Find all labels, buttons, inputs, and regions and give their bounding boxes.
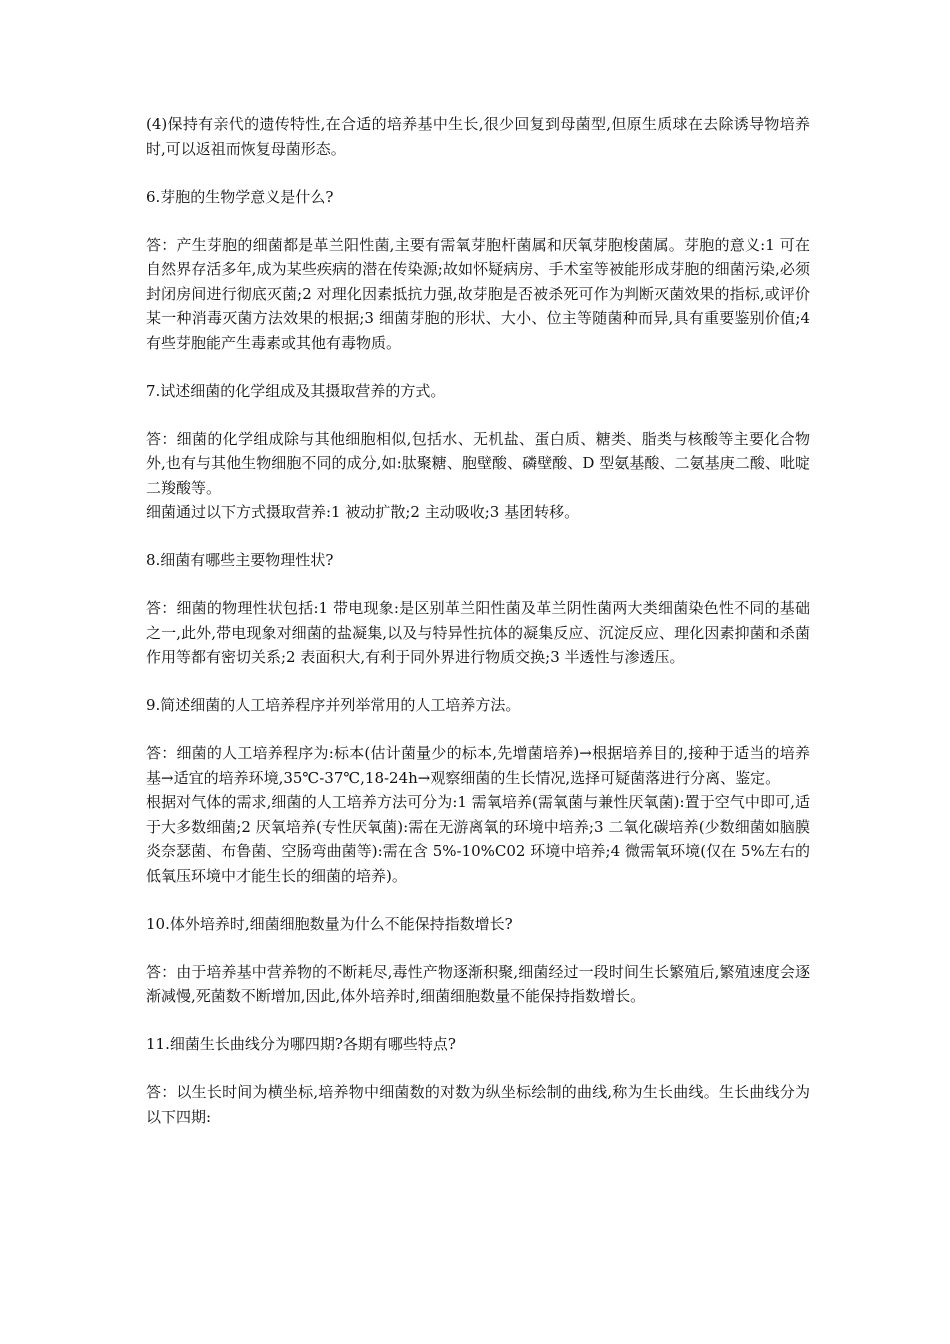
answer-9-continued: 根据对气体的需求,细菌的人工培养方法可分为:1 需氧培养(需氧菌与兼性厌氧菌):置于空气中即可,适于大多数细菌;2 厌氧培养(专性厌氧菌):需在无游离氧的环境中培养;3 二氧化碳培养(少数细菌如脑膜炎奈瑟菌、布鲁菌、空肠弯曲菌等):需在含 5%-10%C02 环境中培养;4 微需氧环境(仅在 5%左右的低氧压环境中才能生长的细菌的培养)。 [146, 793, 810, 885]
question-11: 11.细菌生长曲线分为哪四期?各期有哪些特点? [146, 1035, 456, 1053]
answer-10: 答：由于培养基中营养物的不断耗尽,毒性产物逐渐积聚,细菌经过一段时间生长繁殖后,繁殖速度会逐渐减慢,死菌数不断增加,因此,体外培养时,细菌细胞数量不能保持指数增长。 [146, 962, 810, 1005]
answer-6: 答：产生芽胞的细菌都是革兰阳性菌,主要有需氧芽胞杆菌属和厌氧芽胞梭菌属。芽胞的意义:1 可在自然界存活多年,成为某些疾病的潜在传染源;故如怀疑病房、手术室等被能形成芽胞的细菌污染,必须封闭房间进行彻底灭菌;2 对理化因素抵抗力强,故芽胞是否被杀死可作为判断灭菌效果的指标,或评价某一种消毒灭菌方法效果的根据;3 细菌芽胞的形状、大小、位主等随菌种而异,具有重要鉴别价值;4 有些芽胞能产生毒素或其他有毒物质。 [146, 235, 810, 352]
answer-7: 答：细菌的化学组成除与其他细胞相似,包括水、无机盐、蛋白质、糖类、脂类与核酸等主要化合物外,也有与其他生物细胞不同的成分,如:肽聚糖、胞壁酸、磷壁酸、D 型氨基酸、二氨基庚二酸、吡啶二羧酸等。 [146, 429, 810, 497]
question-8: 8.细菌有哪些主要物理性状? [146, 551, 334, 569]
document-body [146, 112, 810, 1129]
question-7: 7.试述细菌的化学组成及其摄取营养的方式。 [146, 381, 446, 400]
paragraph-protoplast-note: (4)保持有亲代的遗传特性,在合适的培养基中生长,很少回复到母菌型,但原生质球在去除诱导物培养时,可以返祖而恢复母菌形态。 [146, 115, 810, 158]
answer-7-continued: 细菌通过以下方式摄取营养:1 被动扩散;2 主动吸收;3 基团转移。 [146, 503, 580, 521]
answer-8: 答：细菌的物理性状包括:1 带电现象:是区别革兰阳性菌及革兰阴性菌两大类细菌染色性不同的基础之一,此外,带电现象对细菌的盐凝集,以及与特异性抗体的凝集反应、沉淀反应、理化因素抑菌和杀菌作用等都有密切关系;2 表面积大,有利于同外界进行物质交换;3 半透性与渗透压。 [146, 599, 810, 666]
question-6: 6.芽胞的生物学意义是什么? [146, 187, 334, 206]
question-9: 9.简述细菌的人工培养程序并列举常用的人工培养方法。 [146, 696, 521, 714]
answer-9: 答：细菌的人工培养程序为:标本(估计菌量少的标本,先增菌培养)→根据培养目的,接种于适当的培养基→适宜的培养环境,35℃-37℃,18-24h→观察细菌的生长情况,选择可疑菌落进行分离、鉴定。 [146, 744, 810, 787]
answer-11: 答：以生长时间为横坐标,培养物中细菌数的对数为纵坐标绘制的曲线,称为生长曲线。生长曲线分为以下四期: [146, 1083, 810, 1126]
question-10: 10.体外培养时,细菌细胞数量为什么不能保持指数增长? [146, 914, 513, 933]
